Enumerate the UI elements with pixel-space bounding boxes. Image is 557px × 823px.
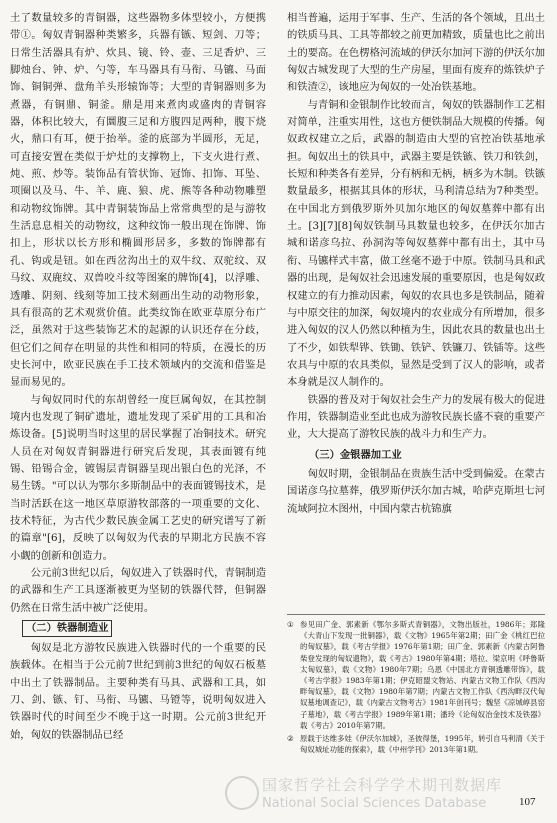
watermark-chinese: 国家哲学社会科学学术期刊数据库 (262, 776, 503, 794)
footnote (287, 733, 545, 755)
footnote-text: 参见田广金、郭素新《鄂尔多斯式青铜器》，文物出版社，1986年；郑隆《大青山下发现一批铜器》，载《文物》1965年第2期；田广金《桃红巴拉的匈奴墓》，载《考古学报》1976年第1期；田广金、郭素新《内蒙古阿鲁柴登发现的匈奴遗物》，载《考古》1980年第4期；塔拉、梁京明《呼鲁斯太匈奴墓》，载《文物》1980年7期；乌恩《中国北方青铜透雕带饰》，载《考古学报》1983年第1期；伊克昭盟文物站、内蒙古文物工作队《西沟畔匈奴墓》，载《文物》1980年第7期；内蒙古文物工作队《西沟畔汉代匈奴墓地调查记》，载《内蒙古文物考古》1981年创刊号；魏坚《凉城崞县窑子墓地》，载《考古学报》1989年第1期；潘玲《论匈奴冶金技术及铁器》载《考古》2010年第7期。 (300, 620, 545, 730)
paragraph: 与匈奴同时代的东胡曾经一度巨属匈奴，在其控制境内也发现了铜矿遗址，遗址发现了采矿用的工具和冶炼设备。[5]说明当时这里的居民掌握了冶铜技术。研究人员在对匈奴青铜器进行研究后发现，其表面镀有纯锡、铅锡合金，镀锡层青铜器呈现出银白色的光泽，不易生锈。"可以认为鄂尔多斯制品中的表面镀锡技术，是当时活跃在这一地区草原游牧部落的一项重要的文化、技术特征，为古代少数民族金属工艺史的研究谱写了新的篇章"[6]，反映了以匈奴为代表的早期北方民族不容小觑的创新和创造力。 (10, 393, 266, 562)
paragraph: 土了数量较多的青铜器，这些器物多体型较小，方便携带①。匈奴青铜器种类繁多，兵器有镞、短剑、刀等；日常生活器具有炉、炊具、镜、铃、壶、三足香炉、三脚烛台、钟、炉、勺等，车马器具有马衔、马镳、马面饰、铜铜弹、盘角羊头形辕饰等；大型的青铜器则多为煮器，有铜鼎、铜釜。鼎是用来煮肉或盛肉的青铜容器，体积比较大，有圜腹三足和方腹四足两种，腹下烧火，鼎口有耳，便于抬举。釜的底部为半圆形，无足，可直接安置在类似于炉灶的支撑物上，下支火进行煮、炖、煎、炒等。装饰品有管状饰、冠饰、扣饰、耳坠、项圈以及马、牛、羊、鹿、狼、虎、熊等各种动物雕塑和动物纹饰牌。其中青铜装饰品上常常典型的是与游牧生活息息相关的动物纹，这种纹饰一般出现在饰牌、饰扣上，形状以长方形和椭圆形居多，多数的饰牌都有孔、钩或是钮。如在西岔沟出土的双牛纹、双驼纹、双马纹、双鹿纹、双兽咬斗纹等图案的牌饰[4]，以浮雕、透雕、阴刻、线刻等加工技术刻画出生动的动物形象，具有很高的艺术观赏价值。此类纹饰在欧亚草原分布广泛，虽然对于这些装饰艺术的起源的认识还存在分歧，但它们之间存在明显的共性和相同的特质，在漫长的历史长河中，欧亚民族在手工技术领域内的交流和借鉴是显而易见的。 (10, 12, 266, 389)
section-heading-gold-silver: （三）金银器加工业 (309, 448, 402, 461)
section-heading-iron: （二）铁器制造业 (22, 620, 112, 637)
paragraph: 匈奴是北方游牧民族进入铁器时代的一个重要的民族载体。在相当于公元前7世纪到前3世纪的匈奴石板墓中出土了铁器制品。主要种类有马具、武器和工具，如刀、剑、镞、钉、马衔、马镳、马镫等，说明匈奴进入铁器时代的时间至少不晚于这一时期。公元前3世纪开始，匈奴的铁器制品已经 (10, 642, 266, 741)
footnote (287, 619, 545, 731)
paragraph: 公元前3世纪以后，匈奴进入了铁器时代，青铜制造的武器和生产工具逐渐被更为坚韧的铁器代替，但铜器仍然在日常生活中被广泛使用。 (10, 567, 266, 614)
paragraph: 铁器的普及对于匈奴社会生产力的发展有极大的促进作用，铁器制造业至此也成为游牧民族长盛不衰的重要产业，大大提高了游牧民族的战斗力和生产力。 (287, 393, 545, 441)
footnote-mark: ① (287, 620, 294, 629)
footnote-mark: ② (287, 734, 294, 744)
watermark-english: National Social Sciences Database (262, 796, 487, 811)
watermark-logo-icon (225, 776, 259, 810)
left-column (10, 10, 266, 744)
footnotes (287, 614, 545, 757)
footnote-text: 原载于达维多娃《伊沃尔加城》，圣彼得堡，1995年，转引自马利清《关于匈奴城址功能的探索》，载《中州学刊》2013年第1期。 (300, 734, 545, 755)
right-column (287, 10, 545, 518)
watermark (262, 774, 502, 811)
paragraph: 相当普遍，运用于军事、生产、生活的各个领域，且出土的铁质马具、工具等都较之前更加精致，质量也比之前出土的要高。在色楞格河流域的伊沃尔加河下游的伊沃尔加匈奴古城发现了大型的生产房屋，里面有废弃的炼铁炉子和铁渣②，该地应为匈奴的一处冶铁基地。 (287, 12, 545, 94)
page-number: 107 (519, 796, 536, 808)
paragraph: 与青铜和金银制作比较而言，匈奴的铁器制作工艺相对简单，注重实用性，这也方便铁制品大规模的传播。匈奴政权建立之后，武器的制造由大型的官控冶铁基地承担。匈奴出土的铁具中，武器主要是铁镞、铁刀和铁剑，长短和种类各有差异，分有柄和无柄，柄多为木制。铁镞数量最多，根据其具体的形状，马利清总结为7种类型。在中国北方到俄罗斯外贝加尔地区的匈奴墓葬中都有出土。[3][7][8]匈奴铁制马具数量也较多，在伊沃尔加古城和诺彦乌拉、孙洞沟等匈奴墓葬中都有出土，其中马衔、马镳样式丰富，做工丝毫不逊于中原。铁制马具和武器的出现，是匈奴社会迅速发展的重要原因，也是匈奴政权建立的有力推动因素，匈奴的农具也多是铁制品，随着与中原交往的加深，匈奴境内的农业成分有所增加，很多进入匈奴的汉人仍然以种植为生，因此农具的数量也出土了不少，如铁犁铧、铁锄、铁铲、铁镰刀、铁锸等。这些农具与中原的农具类似，显然是受到了汉人的影响，或者本身就是汉人制作的。 (287, 98, 545, 389)
paragraph: 匈奴时期，金银制品在贵族生活中受到偏爱。在蒙古国诺彦乌拉墓葬，俄罗斯伊沃尔加古城，哈萨克斯坦七河流域阿拉木图州，中国内蒙古杭锦旗 (287, 467, 545, 515)
